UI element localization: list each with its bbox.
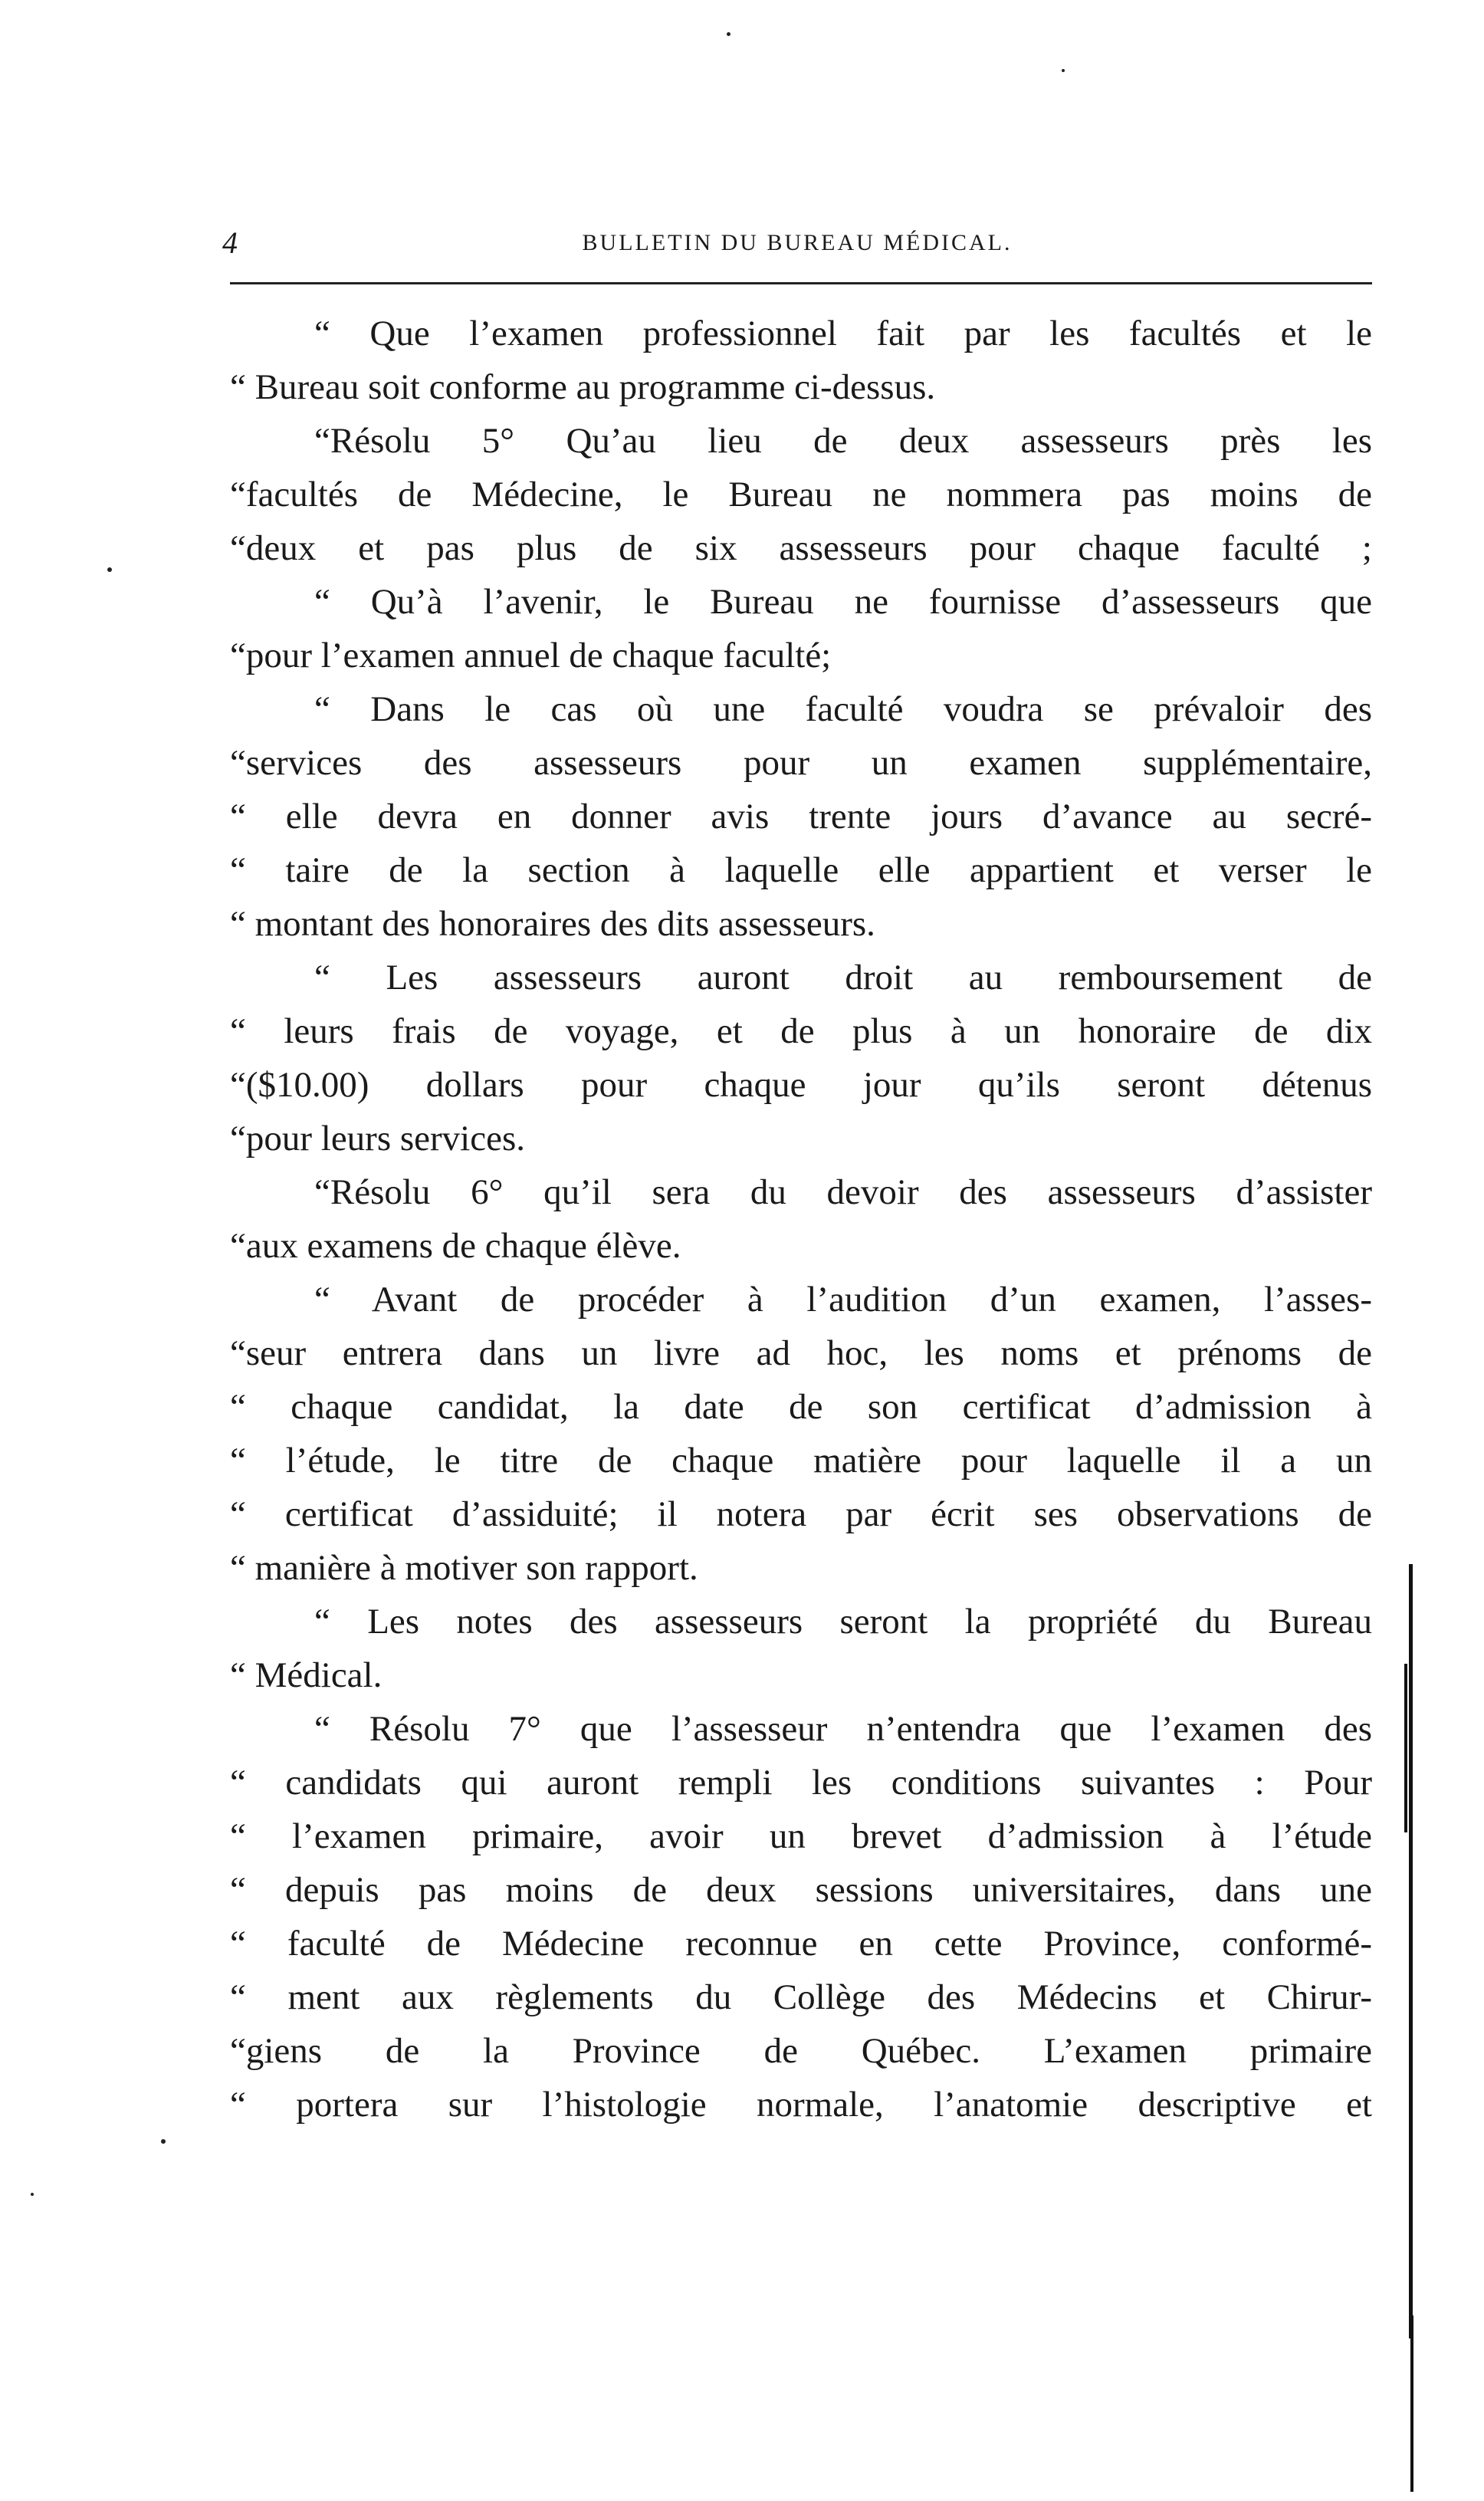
text-line: “ certificat d’assiduité; il notera par écrit ses observations de [230, 1494, 1372, 1534]
text-line: “ elle devra en donner avis trente jours d’avance au secré- [230, 797, 1372, 836]
text-line: “Résolu 5° Qu’au lieu de deux assesseurs près les [314, 421, 1372, 461]
scan-speck [31, 2193, 34, 2196]
text-line: “deux et pas plus de six assesseurs pour chaque faculté ; [230, 528, 1372, 568]
text-line: “giens de la Province de Québec. L’examen primaire [230, 2031, 1372, 2071]
text-line: “ Résolu 7° que l’assesseur n’entendra que l’examen des [314, 1709, 1372, 1749]
body-text [230, 307, 1372, 2131]
text-line: “ taire de la section à laquelle elle appartient et verser le [230, 850, 1372, 890]
text-line: “ Bureau soit conforme au programme ci-dessus. [230, 367, 936, 407]
scan-speck [727, 32, 731, 36]
text-line: “ Médical. [230, 1655, 382, 1695]
text-line: “pour l’examen annuel de chaque faculté; [230, 636, 832, 675]
text-line: “ candidats qui auront rempli les conditions suivantes : Pour [230, 1763, 1372, 1803]
margin-scan-mark [1410, 2315, 1413, 2492]
header-title: BULLETIN DU BUREAU MÉDICAL. [582, 230, 1013, 255]
text-line: “ montant des honoraires des dits assesseurs. [230, 904, 875, 944]
text-line: “pour leurs services. [230, 1119, 525, 1158]
header-rule [230, 282, 1372, 284]
text-line: “ chaque candidat, la date de son certificat d’admission à [230, 1387, 1372, 1427]
text-line: “ leurs frais de voyage, et de plus à un honoraire de dix [230, 1011, 1372, 1051]
text-line: “ Avant de procéder à l’audition d’un examen, l’asses- [314, 1280, 1372, 1320]
scan-speck [1062, 69, 1065, 72]
text-line: “services des assesseurs pour un examen supplémentaire, [230, 743, 1372, 783]
text-line: “ depuis pas moins de deux sessions universitaires, dans une [230, 1870, 1372, 1910]
text-line: “ portera sur l’histologie normale, l’anatomie descriptive et [230, 2085, 1372, 2125]
text-line: “ Les assesseurs auront droit au remboursement de [314, 958, 1372, 997]
text-line: “ Dans le cas où une faculté voudra se prévaloir des [314, 689, 1372, 729]
text-line: “ l’étude, le titre de chaque matière pour laquelle il a un [230, 1441, 1372, 1481]
text-line: “ Que l’examen professionnel fait par les facultés et le [314, 314, 1372, 353]
text-line: “seur entrera dans un livre ad hoc, les noms et prénoms de [230, 1333, 1372, 1373]
text-line: “Résolu 6° qu’il sera du devoir des assesseurs d’assister [314, 1172, 1372, 1212]
text-line: “facultés de Médecine, le Bureau ne nommera pas moins de [230, 475, 1372, 514]
text-line: “ Qu’à l’avenir, le Bureau ne fournisse d’assesseurs que [314, 582, 1372, 622]
text-line: “ manière à motiver son rapport. [230, 1548, 698, 1588]
margin-scan-mark [1409, 1564, 1413, 2338]
text-line: “($10.00) dollars pour chaque jour qu’ils seront détenus [230, 1065, 1372, 1105]
margin-scan-mark [1404, 1664, 1407, 1832]
text-line: “aux examens de chaque élève. [230, 1226, 681, 1266]
text-line: “ Les notes des assesseurs seront la propriété du Bureau [314, 1602, 1372, 1642]
text-line: “ l’examen primaire, avoir un brevet d’admission à l’étude [230, 1816, 1372, 1856]
text-line: “ ment aux règlements du Collège des Médecins et Chirur- [230, 1977, 1372, 2017]
scan-speck [107, 567, 112, 572]
scan-speck [161, 2139, 166, 2144]
page-number: 4 [222, 225, 238, 260]
text-line: “ faculté de Médecine reconnue en cette Province, conformé- [230, 1924, 1372, 1964]
running-head [222, 224, 1372, 262]
